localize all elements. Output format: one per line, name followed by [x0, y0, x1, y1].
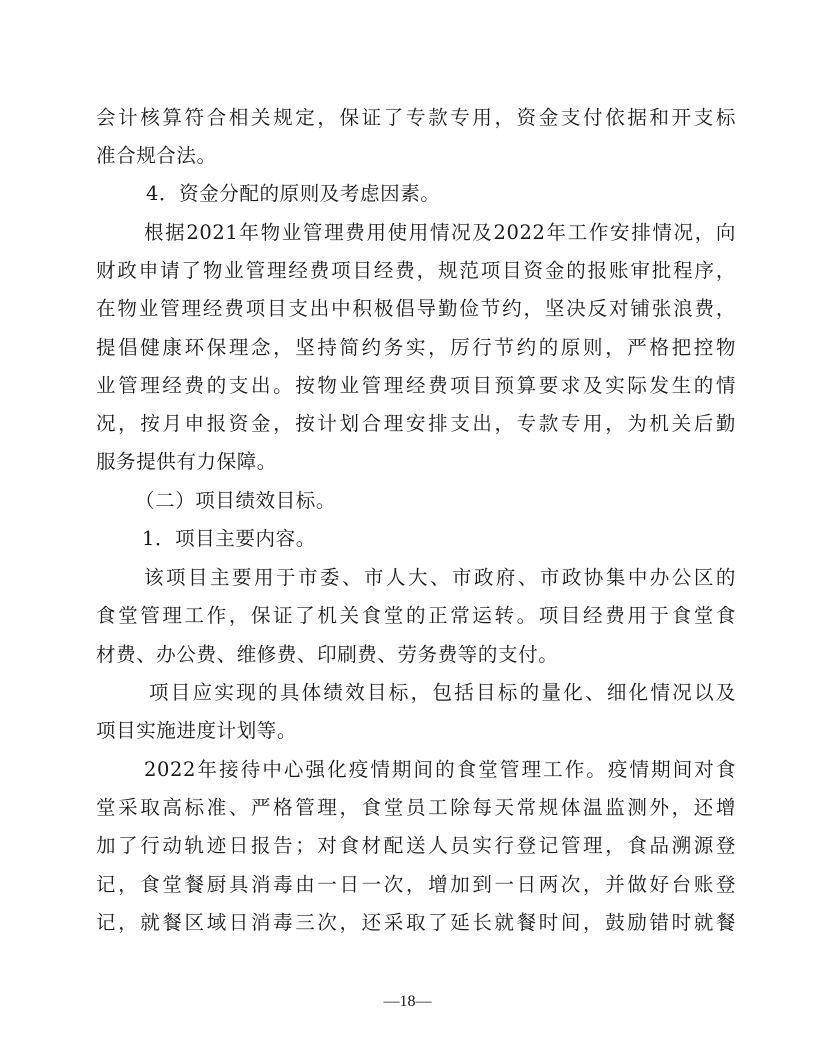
section-heading: 1．项目主要内容。: [142, 527, 316, 550]
text-line: 业管理经费的支出。按物业管理经费项目预算要求及实际发生的情: [96, 374, 736, 397]
text-line: 根据2021年物业管理费用使用情况及2022年工作安排情况，向: [144, 221, 736, 244]
text-line: 该项目主要用于市委、市人大、市政府、市政协集中办公区的: [144, 566, 736, 589]
text-line: 况，按月申报资金，按计划合理安排支出，专款专用，为机关后勤: [96, 412, 736, 435]
text-line: 提倡健康环保理念，坚持简约务实，厉行节约的原则，严格把控物: [96, 336, 736, 359]
text-line: 财政申请了物业管理经费项目经费，规范项目资金的报账审批程序，: [96, 259, 736, 282]
text-line: 项目应实现的具体绩效目标，包括目标的量化、细化情况以及: [149, 681, 736, 704]
text-line: 食堂管理工作，保证了机关食堂的正常运转。项目经费用于食堂食: [96, 604, 736, 627]
text-line: 堂采取高标准、严格管理，食堂员工除每天常规体温监测外，还增: [96, 796, 736, 819]
text-line: 会计核算符合相关规定，保证了专款专用，资金支付依据和开支标: [96, 106, 736, 129]
text-line: 材费、办公费、维修费、印刷费、劳务费等的支付。: [96, 643, 559, 666]
text-line: 项目实施进度计划等。: [96, 719, 298, 742]
section-heading: （二）项目绩效目标。: [135, 489, 337, 512]
text-line: 2022年接待中心强化疫情期间的食堂管理工作。疫情期间对食: [144, 758, 736, 781]
text-line: 准合规合法。: [96, 144, 217, 167]
section-heading: 4．资金分配的原则及考虑因素。: [146, 182, 441, 205]
text-line: 服务提供有力保障。: [96, 450, 277, 473]
page-number: —18—: [383, 993, 432, 1010]
text-line: 在物业管理经费项目支出中积极倡导勤俭节约，坚决反对铺张浪费，: [96, 297, 736, 320]
text-line: 加了行动轨迹日报告；对食材配送人员实行登记管理，食品溯源登: [96, 834, 736, 857]
text-line: 记，就餐区域日消毒三次，还采取了延长就餐时间，鼓励错时就餐: [96, 911, 736, 934]
text-line: 记，食堂餐厨具消毒由一日一次，增加到一日两次，并做好台账登: [96, 873, 736, 896]
